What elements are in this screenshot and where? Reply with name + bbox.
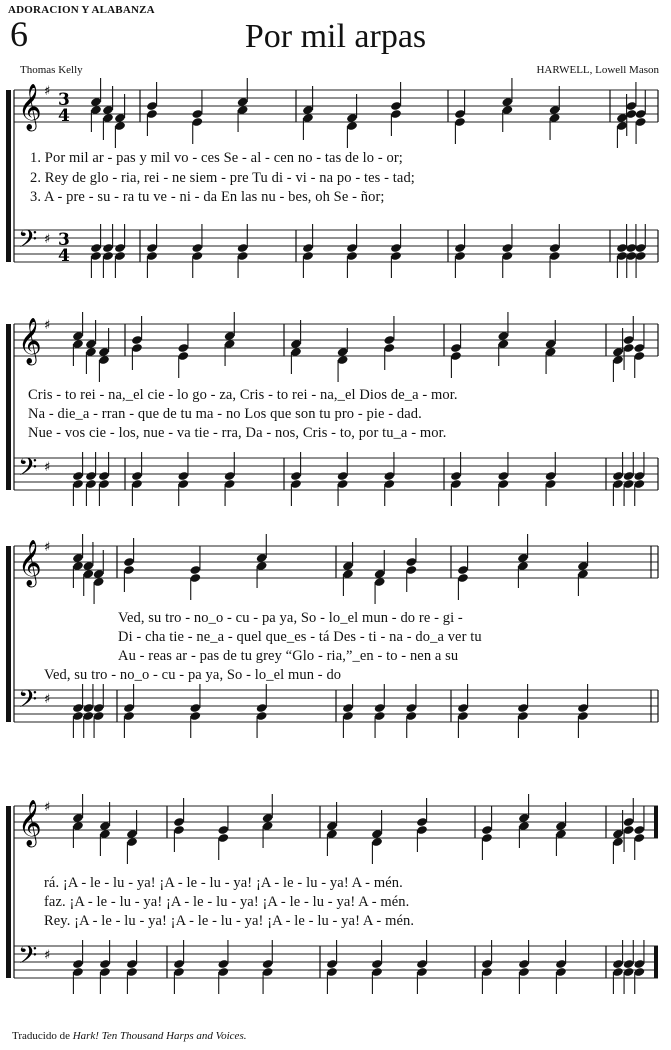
key-signature-sharp-icon: ♯ [44, 540, 51, 555]
system-bracket [6, 806, 11, 978]
lyric-verse-3: 3. A - pre - su - ra tu ve - ni - da En las nu - bes, oh Se - ñor; [30, 189, 385, 205]
lyric-verse-1: Cris - to rei - na,_el cie - lo go - za, Cris - to rei - na,_el Dios de_a - mor. [28, 387, 458, 403]
lyric-verse-1: rá. ¡A - le - lu - ya! ¡A - le - lu - ya! ¡A - le - lu - ya! A - mén. [44, 875, 403, 891]
lyric-verse-1: 1. Por mil ar - pas y mil vo - ces Se - al - cen no - tas de lo - or; [30, 150, 403, 166]
system-bracket [6, 90, 11, 262]
treble-clef-icon: 𝄞 [18, 84, 42, 130]
key-signature-sharp-icon: ♯ [44, 318, 51, 333]
bass-clef-icon: 𝄢 [18, 225, 38, 260]
time-signature-bottom: 4 [58, 106, 70, 126]
hymn-number: 6 [10, 14, 28, 54]
lyric-verse-3: Rey. ¡A - le - lu - ya! ¡A - le - lu - ya! ¡A - le - lu - ya! A - mén. [44, 913, 415, 929]
lyricist-credit: Thomas Kelly [20, 64, 83, 76]
key-signature-sharp-icon: ♯ [44, 84, 51, 99]
system-bracket [6, 546, 11, 722]
treble-clef-icon: 𝄞 [18, 318, 42, 364]
composer-credit: HARWELL, Lowell Mason [536, 64, 659, 76]
treble-clef-icon: 𝄞 [18, 800, 42, 846]
lyric-bass-line: Ved, su tro - no_o - cu - pa ya, So - lo_el mun - do [44, 667, 342, 683]
bass-clef-icon: 𝄢 [18, 941, 38, 976]
final-barline [654, 946, 658, 978]
key-signature-sharp-icon: ♯ [44, 460, 51, 475]
lyric-verse-2: 2. Rey de glo - ria, rei - ne siem - pre Tu di - vi - na po - tes - tad; [30, 170, 415, 186]
key-signature-sharp-icon: ♯ [44, 948, 51, 963]
bass-clef-icon: 𝄢 [18, 453, 38, 488]
lyric-verse-3: Nue - vos cie - los, nue - va tie - rra, Da - nos, Cris - to, por tu_a - mor. [28, 425, 447, 441]
hymn-title: Por mil arpas [244, 18, 427, 55]
lyric-verse-1: Ved, su tro - no_o - cu - pa ya, So - lo_el mun - do re - gi - [118, 610, 463, 626]
lyric-verse-2: Di - cha tie - ne_a - quel que_es - tá Des - ti - na - do_a ver tu [118, 629, 482, 645]
time-signature-top: 3 [58, 90, 70, 110]
key-signature-sharp-icon: ♯ [44, 692, 51, 707]
treble-clef-icon: 𝄞 [18, 540, 42, 586]
lyric-verse-2: faz. ¡A - le - lu - ya! ¡A - le - lu - ya! ¡A - le - lu - ya! A - mén. [44, 894, 410, 910]
time-signature-top: 3 [58, 230, 70, 250]
section-heading: ADORACION Y ALABANZA [8, 4, 155, 16]
final-barline [654, 806, 658, 838]
translation-credit: Traducido de Hark! Ten Thousand Harps and Voices. [12, 1030, 247, 1042]
key-signature-sharp-icon: ♯ [44, 800, 51, 815]
lyric-verse-2: Na - die_a - rran - que de tu ma - no Los que son tu pro - pie - dad. [28, 406, 422, 422]
key-signature-sharp-icon: ♯ [44, 232, 51, 247]
bass-clef-icon: 𝄢 [18, 685, 38, 720]
time-signature-bottom: 4 [58, 246, 70, 266]
lyric-verse-3: Au - reas ar - pas de tu grey “Glo - ria,”_en - to - nen a su [118, 648, 459, 664]
system-bracket [6, 324, 11, 490]
